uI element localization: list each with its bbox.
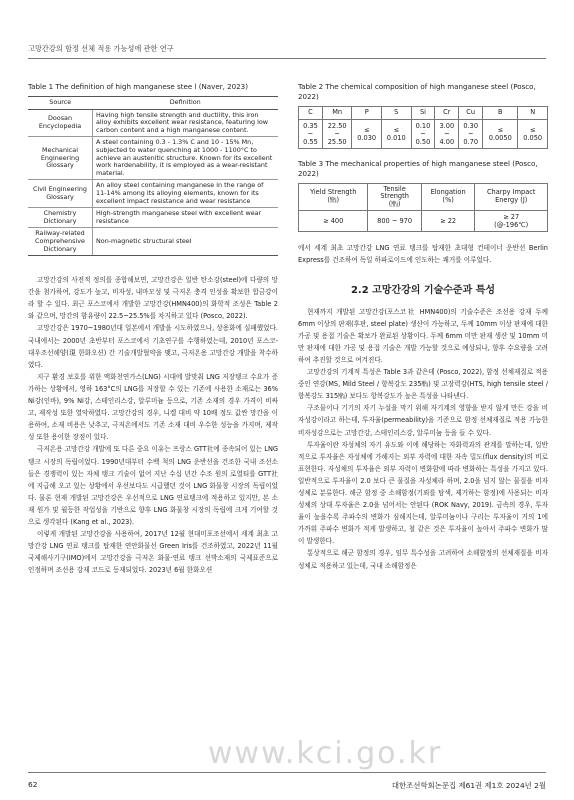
- table1-header-definition: Definition: [93, 97, 279, 110]
- paragraph: 통상적으로 해군 함정의 경우, 임무 특수성을 고려하여 소해함정의 선체재질을 비자성체로 적용하고 있는데, 국내 소해함정은: [298, 549, 548, 570]
- running-head: 고망간강의 함정 선체 적용 가능성에 관한 연구: [28, 44, 174, 53]
- table1-source: Chemistry Dictionary: [28, 208, 93, 228]
- paragraph: 고망간강의 기계적 특성은 Table 3과 같은데 (Posco, 2022), 함정 선체재질로 적용 중인 연강(MS, Mild Steel / 항복강도 235㎫) 및 고장력강(HTS, high tensile steel / 항복강도 315㎫) 보다도 항복강도가 높은 특성을 나타낸다.: [298, 368, 548, 401]
- table-row: [28, 180, 278, 208]
- table1-header-source: Source: [28, 97, 93, 110]
- table2: [298, 106, 548, 149]
- table-row: [28, 137, 278, 180]
- watermark: www.kci.go.kr: [208, 736, 443, 771]
- paragraph: 이렇게 개발된 고망간강을 사용하여, 2017년 12월 현대미포조선에서 세계 최초 고망간강 LNG 연료 탱크를 탑재한 연안화물선 Green Iris를 건조하였고, 2022년 11월 국제해사기구(IMO)에서 고망간강을 극저온 화물·연료 탱크 선박소재의 국제표준으로 인정하며 조선용 강재 코드로 등재되었다. 2023년 6월 한화오션: [28, 530, 278, 575]
- paragraph: 고망간강의 사전적 정의를 종합해보면, 고망간강은 일반 탄소강(steel)에 다량의 망간을 첨가하여, 강도가 높고, 비자성, 내마모성 및 극저온 충격 인성을 확보한 합금강이라 할 수 있다. 최근 포스코에서 개발한 고망간강(HMN400)의 화학적 조성은 Table 2와 같으며, 망간의 함유량이 22.5~25.5%를 차지하고 있다 (Posco, 2022).: [28, 276, 278, 321]
- table2-header: S: [381, 107, 411, 120]
- table3: [298, 183, 548, 233]
- table3-caption: Table 3 The mechanical properties of high manganese steel (Posco, 2022): [298, 158, 538, 178]
- table2-cell: 0.30 ~ 0.70: [459, 119, 483, 148]
- table3-cell: ≥ 27 (@-196℃): [475, 211, 548, 232]
- table2-cell: 0.10 ~ 0.50: [411, 119, 435, 148]
- table2-cell: 3.00 ~ 4.00: [435, 119, 459, 148]
- table-row: [299, 119, 548, 148]
- table1-definition: Having high tensile strength and ductility, this iron alloy exhibits excellent wear resistance, featuring low carbon content and a high manganese content.: [93, 109, 279, 137]
- table3-header: Tensile Strength (㎫): [368, 183, 421, 211]
- table2-cell: ≤ 0.050: [518, 119, 548, 148]
- table1-source: Railway-related Comprehensive Dictionary: [28, 228, 93, 256]
- paragraph: 에서 세계 최초 고망간강 LNG 연료 탱크를 탑재한 초대형 컨테이너 운반선 Berlin Express를 건조하여 독일 하파로이드에 인도하는 쾌거를 이루었다.: [298, 244, 548, 265]
- table3-header: Elongation (%): [421, 183, 475, 211]
- table1-definition: Non-magnetic structural steel: [93, 228, 279, 256]
- table2-cell: 22.50 ~ 25.50: [322, 119, 352, 148]
- table3-cell: ≥ 22: [421, 211, 475, 232]
- table3-header: Charpy Impact Energy (J): [475, 183, 548, 211]
- paragraph: 구조물이나 기기의 자기 누설을 막기 위해 자기계의 영향을 받지 않게 만든 강을 비자성강이라고 하는데, 투자율(permeability)을 기준으로 함정 선체재질로 적용 가능한 비자성강으로는 고망간강, 스테인리스강, 알루미늄 등을 들 수 있다.: [298, 404, 548, 437]
- section-title: 2.2 고망간강의 기술수준과 특성: [350, 284, 496, 296]
- table2-header: N: [518, 107, 548, 120]
- table2-header: Cu: [459, 107, 483, 120]
- table1-definition: A steel containing 0.3 - 1.3% C and 10 - 15% Mn, subjected to water quenching at 1000 - 1100°C to achieve an austenitic structure. Known for its excellent work hardenability, it is employed as a wear-resistant material.: [93, 137, 279, 180]
- table-row: [28, 228, 278, 256]
- table1-caption: Table 1 The definition of high manganese stee l (Naver, 2023): [28, 82, 248, 91]
- table2-header: Cr: [435, 107, 459, 120]
- right-body-text: [298, 242, 548, 571]
- paragraph: 고망간강은 1970~1980년대 일본에서 개발을 시도하였으나, 상용화에 실패했었다. 국내에서는 2000년 초반부터 포스코에서 기초연구를 수행하였는데, 2010년 포스코-대우조선해양(現 한화오션) 간 기술개발협약을 맺고, 극저온용 고망간강 개발을 착수하였다.: [28, 324, 278, 369]
- header-rule: [28, 58, 546, 59]
- left-body-text: [28, 274, 278, 576]
- table2-caption: Table 2 The chemical composition of high manganese steel (Posco, 2022): [298, 82, 536, 101]
- table-row: [28, 109, 278, 137]
- table-row: [299, 107, 548, 120]
- table2-header: B: [483, 107, 518, 120]
- table2-cell: 0.35 ~ 0.55: [299, 119, 323, 148]
- paragraph: 투자율이란 자성체의 자기 유도와 이에 해당하는 자화력과의 관계를 말하는데, 일반적으로 투자율은 자성체에 가해지는 외부 자력에 대한 자속 밀도(flux density)의 비로 표현한다. 자성체의 투자율은 외부 자력이 변화함에 따라 변화하는 특성을 가지고 있다. 일반적으로 투자율이 2.0 보다 큰 물질을 자성체라 하며, 2.0을 넘지 않는 물질을 비자성체로 분류한다. 해군 함정 중 소해함정(기뢰를 탐색, 제거하는 함정)에 사용되는 비자성체의 상대 투자율은 2.0을 넘어서는 안된다 (ROK Navy, 2019). 금속의 경우, 투자율이 높을수록 주파수의 변화가 심해지는데, 알루미늄이나 구리는 투자율이 거의 1에 가까워 주파수 변화가 적게 발생하고, 철 같은 것은 투자율이 높아서 주파수 변화가 많이 발생한다.: [298, 440, 548, 546]
- table-row: [299, 211, 548, 232]
- table2-header: Si: [411, 107, 435, 120]
- table2-header: C: [299, 107, 323, 120]
- table2-cell: ≤ 0.030: [352, 119, 382, 148]
- footer-rule: [28, 772, 546, 773]
- table1-source: Mechanical Engineering Glossary: [28, 137, 93, 180]
- table1-definition: High-strength manganese steel with excellent wear resistance: [93, 208, 279, 228]
- table1-source: Doosan Encyclopedia: [28, 109, 93, 137]
- table3-header: Yield Strength (㎫): [299, 183, 368, 211]
- journal-name: 대한조선학회논문집 제61권 제1호 2024년 2월: [391, 781, 546, 790]
- table2-cell: ≤ 0.010: [381, 119, 411, 148]
- table-row: [299, 183, 548, 211]
- table1-definition: An alloy steel containing manganese in the range of 11-14% among its alloying elements, known for its excellent impact resistance and wear resistance: [93, 180, 279, 208]
- table2-cell: ≤ 0.0050: [483, 119, 518, 148]
- paragraph: 지구 환경 보호를 위한 액화천연가스(LNG) 시대에 발맞춰 LNG 저장탱크 수요가 증가하는 상황에서, 영하 163°C의 LNG를 저장할 수 있는 기존에 사용한 소재로는 36% Ni강(인바), 9% Ni강, 스테인리스강, 알루미늄 등으로, 기존 소재의 경우 가격이 비싸고, 제작성 또한 열악하였다. 고망간강의 경우, 니켈 대비 약 10배 정도 값싼 망간을 이용하여, 소재 비용은 낮추고, 극저온에서도 기존 소재 대비 우수한 성능을 가지며, 제작성 또한 용이한 장점이 있다.: [28, 372, 278, 442]
- paragraph: 현재까지 개발된 고망간강(포스코社 HMN400)의 기술수준은 조선용 강재 두께 6mm 이상의 판재(후판, steel plate) 생산이 가능하고, 두께 10mm 이상 판재에 대한 가공 및 용접 기술은 확보가 완료된 상황이다. 두께 6mm 미만 판재 생산 및 10mm 미만 판재에 대한 가공 및 용접 기술은 개발 가능할 것으로 예상되나, 향후 수요량을 고려하여 추진할 것으로 여겨진다.: [298, 307, 548, 364]
- right-column: [298, 82, 548, 572]
- table1: [28, 96, 278, 256]
- table3-cell: 800 ~ 970: [368, 211, 421, 232]
- table2-header: Mn: [322, 107, 352, 120]
- left-column: [28, 82, 278, 576]
- page-number: 62: [28, 780, 38, 789]
- table3-cell: ≥ 400: [299, 211, 368, 232]
- table2-header: P: [352, 107, 382, 120]
- table1-source: Civil Engineering Glossary: [28, 180, 93, 208]
- table-row: [28, 208, 278, 228]
- paragraph: 극저온용 고망간강 개발에 또 다른 중요 이유는 프랑스 GTT社에 종속되어 있는 LNG 탱크 시장의 독립이었다. 1990년대부터 수백 척의 LNG 운반선을 건조한 국내 조선소들은 경쟁력이 있는 자체 탱크 기술이 없어 지난 수십 년간 수조 원의 로열티를 GTT社에 지급해 오고 있는 상황에서 우선보다도 시급했던 것이 LNG 화물창 시장의 독립이었다. 물론 현재 개발된 고망간강은 우선적으로 LNG 연료탱크에 적용하고 있지만, 본 소재 원가 및 월등한 작업성을 기반으로 향후 LNG 화물창 시장의 독립에 크게 기여할 것으로 생각된다 (Kang et al., 2023).: [28, 445, 278, 526]
